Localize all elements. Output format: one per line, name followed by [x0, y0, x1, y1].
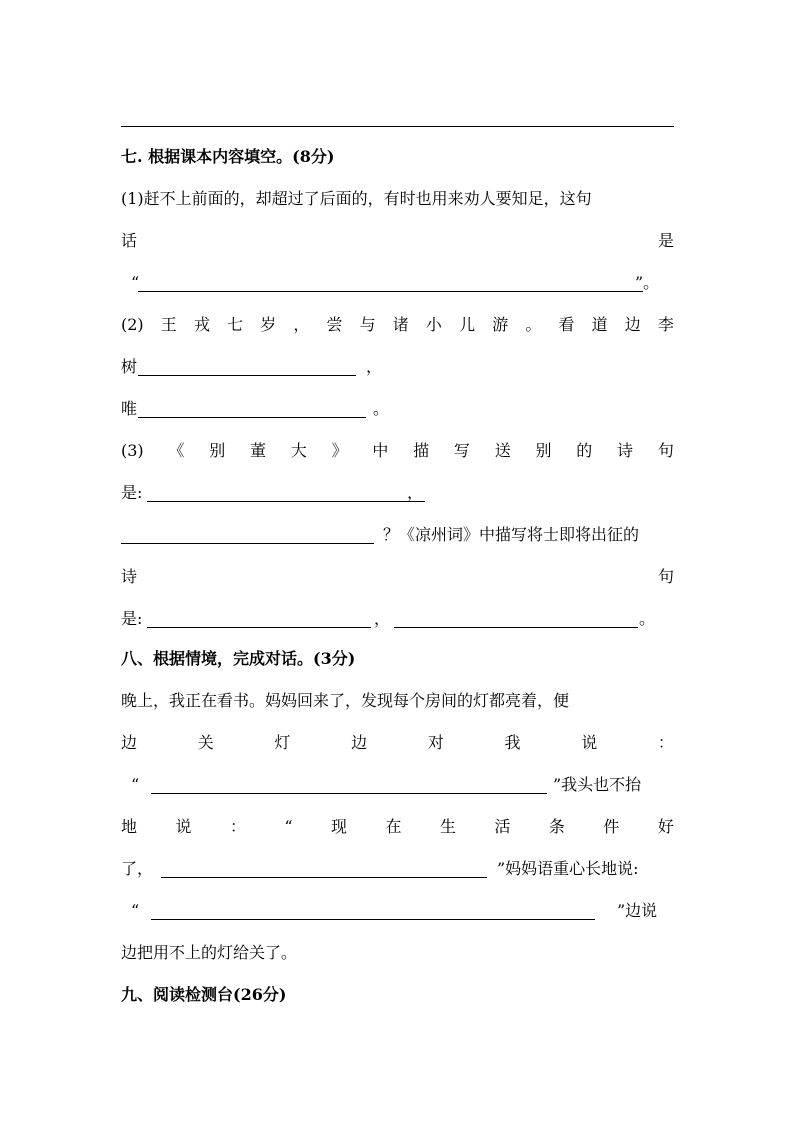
q2-line3-period: 。 — [373, 399, 390, 418]
section-9-heading: 九、阅读检测台(26分) — [121, 985, 287, 1004]
text-token: 诗 — [121, 567, 138, 586]
q2-line2 — [121, 355, 674, 379]
q1-answer-blank[interactable] — [138, 273, 643, 292]
q2-blank-1[interactable] — [138, 357, 356, 376]
text-token: 游 — [492, 315, 509, 334]
text-token: 》 — [331, 441, 348, 460]
text-token: 条 — [548, 817, 565, 836]
q1-open-quote: “ — [131, 273, 140, 292]
s8-line6 — [121, 899, 674, 923]
q2-line3 — [121, 397, 674, 421]
s8-blank-1[interactable] — [151, 775, 547, 794]
text-token: 说 — [581, 733, 598, 752]
q2-line2-prefix: 树 — [121, 357, 138, 376]
text-token: 现 — [331, 817, 348, 836]
q3-blank-2[interactable] — [121, 525, 374, 544]
q1-line3 — [121, 271, 674, 295]
text-token: 董 — [250, 441, 267, 460]
s8-line4 — [121, 815, 674, 839]
s8-line5-text: ”妈妈语重心长地说: — [497, 859, 639, 878]
text-token: 边 — [351, 733, 368, 752]
text-token: 边 — [624, 315, 641, 334]
s8-line3-text: ”我头也不抬 — [553, 775, 642, 794]
s8-line2 — [121, 731, 674, 755]
s8-line3 — [121, 773, 674, 797]
text-token: 我 — [504, 733, 521, 752]
text-token: 《 — [168, 441, 185, 460]
text-token: 关 — [197, 733, 214, 752]
text-token: 对 — [427, 733, 444, 752]
s8-line6-open-quote: “ — [131, 901, 140, 920]
section-7-heading: 七. 根据课本内容填空。(8分) — [121, 147, 335, 166]
text-token: “ — [284, 817, 293, 836]
q3-line5 — [121, 607, 674, 631]
text-token: 边 — [121, 733, 138, 752]
q2-line3-prefix: 唯 — [121, 399, 138, 418]
header-rule — [121, 126, 674, 127]
text-token: (2) — [121, 315, 144, 334]
s8-line6-text: ”边说 — [617, 901, 658, 920]
text-token: 活 — [494, 817, 511, 836]
q3-line5-prefix: 是: — [121, 609, 143, 628]
text-token: 说 — [175, 817, 192, 836]
q3-line5-comma: ， — [374, 609, 391, 628]
text-token: 句 — [657, 441, 674, 460]
text-token: 句 — [657, 567, 674, 586]
s8-line5-prefix: 了， — [121, 859, 154, 878]
text-token: 地 — [121, 817, 138, 836]
text-token: 诸 — [392, 315, 409, 334]
section-8-heading: 八、根据情境，完成对话。(3分) — [121, 649, 356, 668]
q3-line2-prefix: 是: — [121, 483, 143, 502]
text-token: 戎 — [193, 315, 210, 334]
text-token: 别 — [209, 441, 226, 460]
text-token: 诗 — [617, 441, 634, 460]
q3-line2 — [121, 481, 674, 505]
q3-blank-4[interactable] — [394, 609, 638, 628]
text-token: 件 — [603, 817, 620, 836]
s8-line1: 晚上，我正在看书。妈妈回来了，发现每个房间的灯都亮着，便 — [121, 691, 570, 710]
text-token: 生 — [439, 817, 456, 836]
text-token: 七 — [227, 315, 244, 334]
s8-line3-open-quote: “ — [131, 775, 140, 794]
q3-line1 — [121, 439, 674, 463]
text-token: 是 — [657, 231, 674, 250]
text-token: 送 — [494, 441, 511, 460]
q3-line3 — [121, 523, 674, 547]
text-token: 尝 — [326, 315, 343, 334]
q3-blank-3[interactable] — [147, 609, 371, 628]
q1-close-quote: ”。 — [635, 273, 660, 292]
s8-line5 — [121, 857, 674, 881]
text-token: 描 — [413, 441, 430, 460]
q3-blank-1[interactable] — [147, 483, 425, 502]
text-token: 小 — [425, 315, 442, 334]
text-token: (3) — [121, 441, 144, 460]
text-token: 写 — [453, 441, 470, 460]
text-token: 的 — [576, 441, 593, 460]
text-token: 话 — [121, 231, 138, 250]
text-token: ， — [293, 315, 310, 334]
text-token: 李 — [657, 315, 674, 334]
text-token: 好 — [657, 817, 674, 836]
q3-line3-text: ？《凉州词》中描写将士即将出征的 — [383, 525, 640, 544]
text-token: 道 — [591, 315, 608, 334]
q3-line5-period: 。 — [639, 609, 656, 628]
text-token: 儿 — [459, 315, 476, 334]
text-token: 中 — [372, 441, 389, 460]
s8-blank-2[interactable] — [161, 859, 487, 878]
text-token: 在 — [385, 817, 402, 836]
q2-line1 — [121, 313, 674, 337]
q1-line1: (1)赶不上前面的，却超过了后面的，有时也用来劝人要知足，这句 — [121, 189, 592, 208]
s8-blank-3[interactable] — [151, 901, 595, 920]
text-token: 岁 — [260, 315, 277, 334]
text-token: 看 — [558, 315, 575, 334]
text-token: 大 — [290, 441, 307, 460]
text-token: 王 — [160, 315, 177, 334]
text-token: ： — [657, 733, 674, 752]
q2-line2-comma: ， — [366, 357, 383, 376]
q3-line4 — [121, 565, 674, 589]
q2-blank-2[interactable] — [138, 399, 366, 418]
q3-line2-comma: ， — [407, 483, 424, 502]
s8-line7: 边把用不上的灯给关了。 — [121, 943, 298, 962]
text-token: 灯 — [274, 733, 291, 752]
text-token: 。 — [525, 315, 542, 334]
text-token: 别 — [535, 441, 552, 460]
text-token: ： — [229, 817, 246, 836]
q1-line2 — [121, 229, 674, 253]
text-token: 与 — [359, 315, 376, 334]
